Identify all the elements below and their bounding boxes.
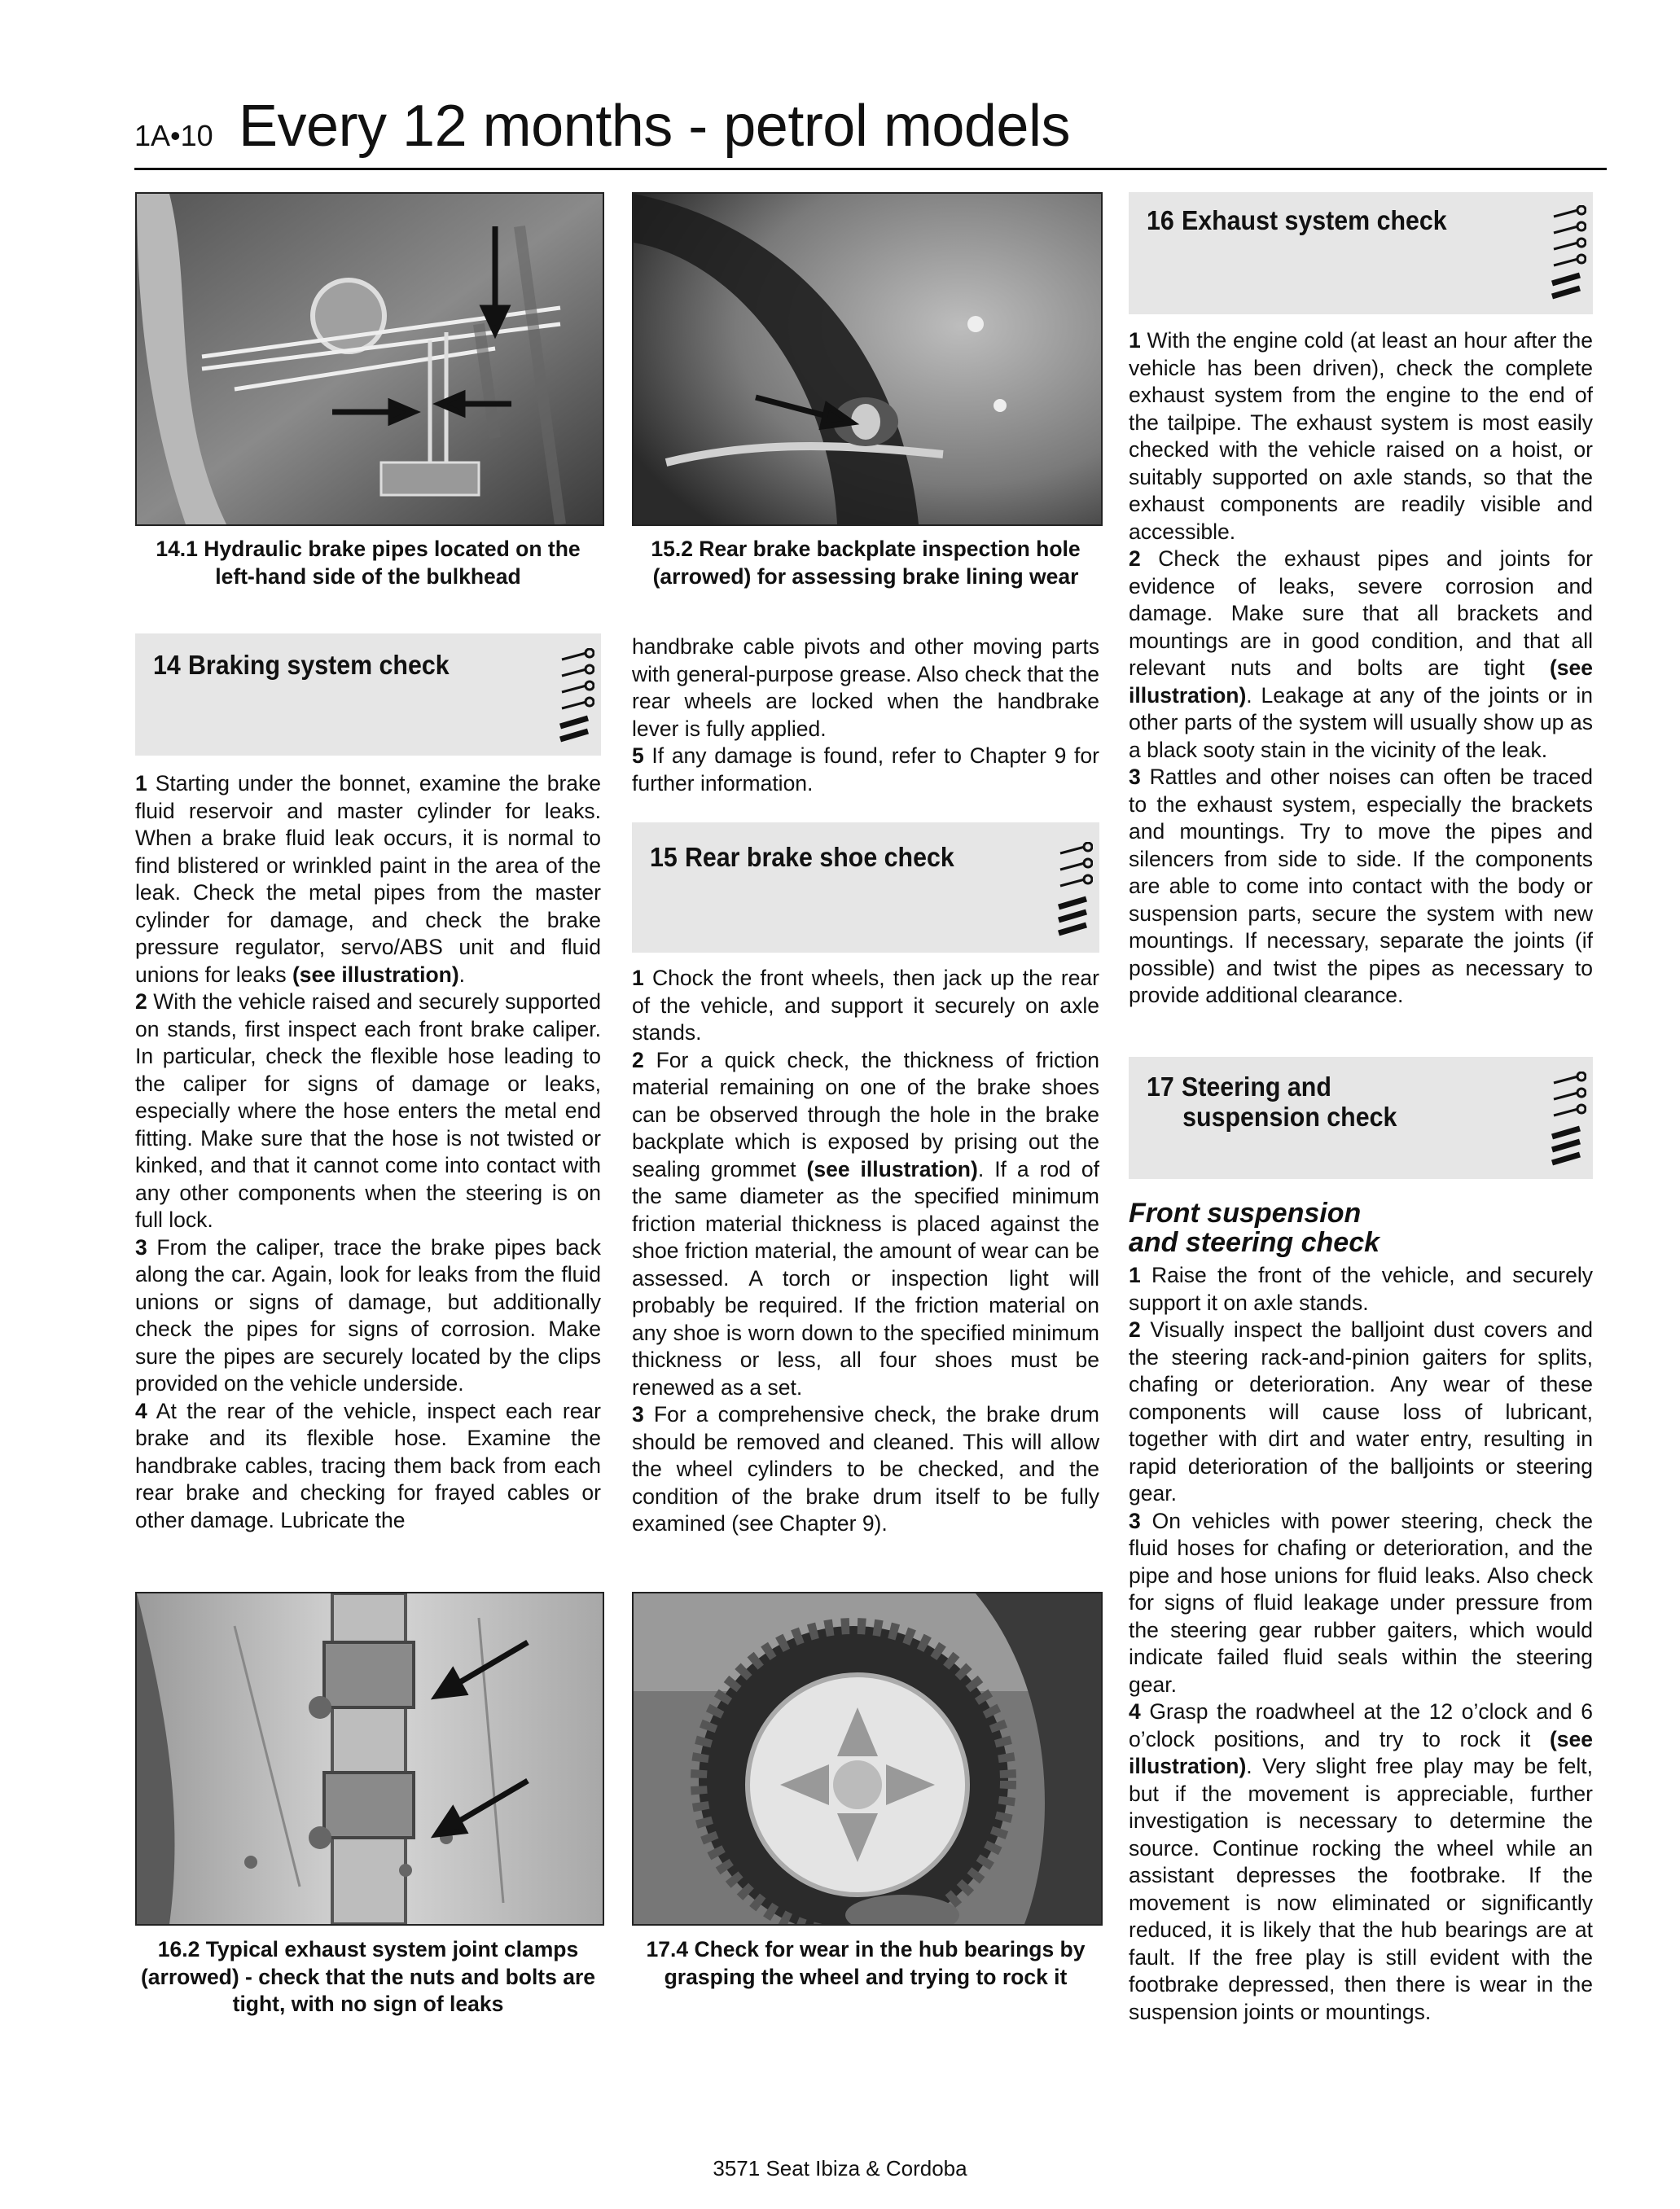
paragraph: 1 Starting under the bonnet, examine the brake fluid reservoir and master cylinder for leaks. When a brake fluid leak occurs, it is normal to find blistered or wrinkled paint in the area of the leak. Check the metal pipes from the master cylinder for damage, and check the brake pressure regulator, servo/ABS unit and fluid unions for leaks (see illustration). — [135, 771, 601, 987]
page-title: Every 12 months - petrol models — [239, 94, 1070, 159]
spanner-difficulty-icon — [1546, 1072, 1586, 1168]
page-footer: 3571 Seat Ibiza & Cordoba — [713, 2156, 967, 2181]
section-14-header — [135, 633, 601, 756]
paragraph: 1 Chock the front wheels, then jack up the rear of the vehicle, and support it securely on axle stands. — [632, 966, 1099, 1045]
paragraph: 1 Raise the front of the vehicle, and securely support it on axle stands. — [1129, 1263, 1593, 1315]
section-16-header — [1129, 192, 1593, 314]
paragraph: 3 On vehicles with power steering, check the fluid hoses for chafing or deterioration, and the pipe and hose unions for fluid leaks. Also check for signs of fluid leakage under pressure from the steering gear rubber gaiters, which would indicate failed fluid seals within the steering gear. — [1129, 1508, 1593, 1697]
paragraph: 4 At the rear of the vehicle, inspect each rear brake and its flexible hose. Examine the handbrake cables, tracing them back from each rear brake and checking for frayed cables or other damage. Lubricate the — [135, 1398, 601, 1532]
section-title: 14 Braking system check — [153, 650, 450, 680]
section-14-body — [135, 770, 601, 1534]
section-title: 16 Exhaust system check — [1147, 205, 1447, 235]
section-title: 17 Steering and suspension check — [1147, 1072, 1397, 1132]
paragraph: 2 For a quick check, the thickness of friction material remaining on one of the brake shoes can be observed through the hole in the brake backplate which is exposed by prising out the sealing grommet (see illustration). If a rod of the same diameter as the specified minimum friction material thickness is placed against the shoe friction material, the amount of wear can be assessed. A torch or inspection light will probably be required. If the friction material on any shoe is worn down to the specified minimum thickness or less, all four shoes must be renewed as a set. — [632, 1047, 1100, 1400]
page-number: 1A•10 — [134, 119, 213, 152]
paragraph: 2 Visually inspect the balljoint dust covers and the steering rack-and-pinion gaiters for splits, chafing or deterioration. Any wear of these components will cause loss of lubricant, together with dirt and water entry, resulting in rapid deterioration of the balljoints or steering gear. — [1129, 1317, 1594, 1506]
caption-17-4: 17.4 Check for wear in the hub bearings by grasping the wheel and trying to rock it — [646, 1937, 1086, 1989]
section-15-header — [632, 822, 1099, 953]
paragraph: 2 Check the exhaust pipes and joints for evidence of leaks, severe corrosion and damage. Make sure that all brackets and mountings are in good condition, and that all relevant nuts and bolts are tight (see illustration). Leakage at any of the joints or in other parts of the system will usually show up as a black sooty stain in the vicinity of the leak. — [1129, 546, 1593, 762]
spanner-difficulty-icon — [1052, 842, 1093, 938]
paragraph: handbrake cable pivots and other moving parts with general-purpose grease. Also check that the rear wheels are locked when the handbrake lever is fully applied. — [632, 634, 1099, 741]
caption-15-2: 15.2 Rear brake backplate inspection hole (arrowed) for assessing brake lining wear — [651, 537, 1081, 589]
photo-15-2 — [632, 192, 1103, 526]
paragraph: 3 From the caliper, trace the brake pipes back along the car. Again, look for leaks from the fluid unions or signs of damage, but additionally check the pipes for signs of corrosion. Make sure the pipes are securely located by the clips provided on the vehicle underside. — [135, 1234, 601, 1396]
section-15-body — [632, 965, 1099, 1538]
spanner-difficulty-icon — [1546, 205, 1586, 301]
photo-17-4 — [632, 1592, 1103, 1926]
section-17-body — [1129, 1262, 1593, 2026]
paragraph: 3 For a comprehensive check, the brake drum should be removed and cleaned. This will allow the wheel cylinders to be checked, and the condition of the brake drum itself to be fully examined (see Chapter 9). — [632, 1402, 1099, 1536]
photo-14-1 — [135, 192, 604, 526]
photo-16-2 — [135, 1592, 604, 1926]
section-14-body-continued — [632, 633, 1099, 797]
paragraph: 4 Grasp the roadwheel at the 12 o’clock and 6 o’clock positions, and try to rock it (see illustration). Very slight free play may be felt, but if the movement is appreciable, further investigation is necessary to determine the source. Continue rocking the wheel while an assistant depresses the footbrake. If the movement is now eliminated or significantly reduced, it is likely that the hub bearings are at fault. If the free play is still evident with the footbrake depressed, then there is wear in the suspension joints or mountings. — [1129, 1699, 1593, 2024]
paragraph: 3 Rattles and other noises can often be traced to the exhaust system, especially the brackets and mountings. Try to move the pipes and silencers from side to side. If the components are able to come into contact with the body or suspension parts, secure the system with new mountings. If necessary, separate the joints (if possible) and twist the pipes as necessary to provide additional clearance. — [1129, 765, 1593, 1007]
page-header — [134, 90, 1607, 170]
section-16-body — [1129, 327, 1593, 1010]
subheading-front-suspension: Front suspension and steering check — [1129, 1198, 1380, 1258]
spanner-difficulty-icon — [554, 648, 594, 744]
paragraph: 2 With the vehicle raised and securely supported on stands, first inspect each front brake caliper. In particular, check the flexible hose leading to the caliper for signs of damage or leaks, especially where the hose enters the metal end fitting. Make sure that the hose is not twisted or kinked, and that it cannot come into contact with any other components when the steering is on full lock. — [135, 989, 601, 1232]
paragraph: 5 If any damage is found, refer to Chapter 9 for further information. — [632, 743, 1099, 796]
caption-14-1: 14.1 Hydraulic brake pipes located on the left-hand side of the bulkhead — [156, 537, 581, 589]
section-17-header — [1129, 1057, 1593, 1179]
paragraph: 1 With the engine cold (at least an hour after the vehicle has been driven), check the complete exhaust system from the engine to the end of the tailpipe. The exhaust system is most easily checked with the vehicle raised on a hoist, or suitably supported on axle stands, so that the exhaust components are readily visible and accessible. — [1129, 328, 1593, 544]
caption-16-2: 16.2 Typical exhaust system joint clamps (arrowed) - check that the nuts and bolts are tight, with no sign of leaks — [140, 1937, 596, 2016]
section-title: 15 Rear brake shoe check — [650, 842, 954, 872]
